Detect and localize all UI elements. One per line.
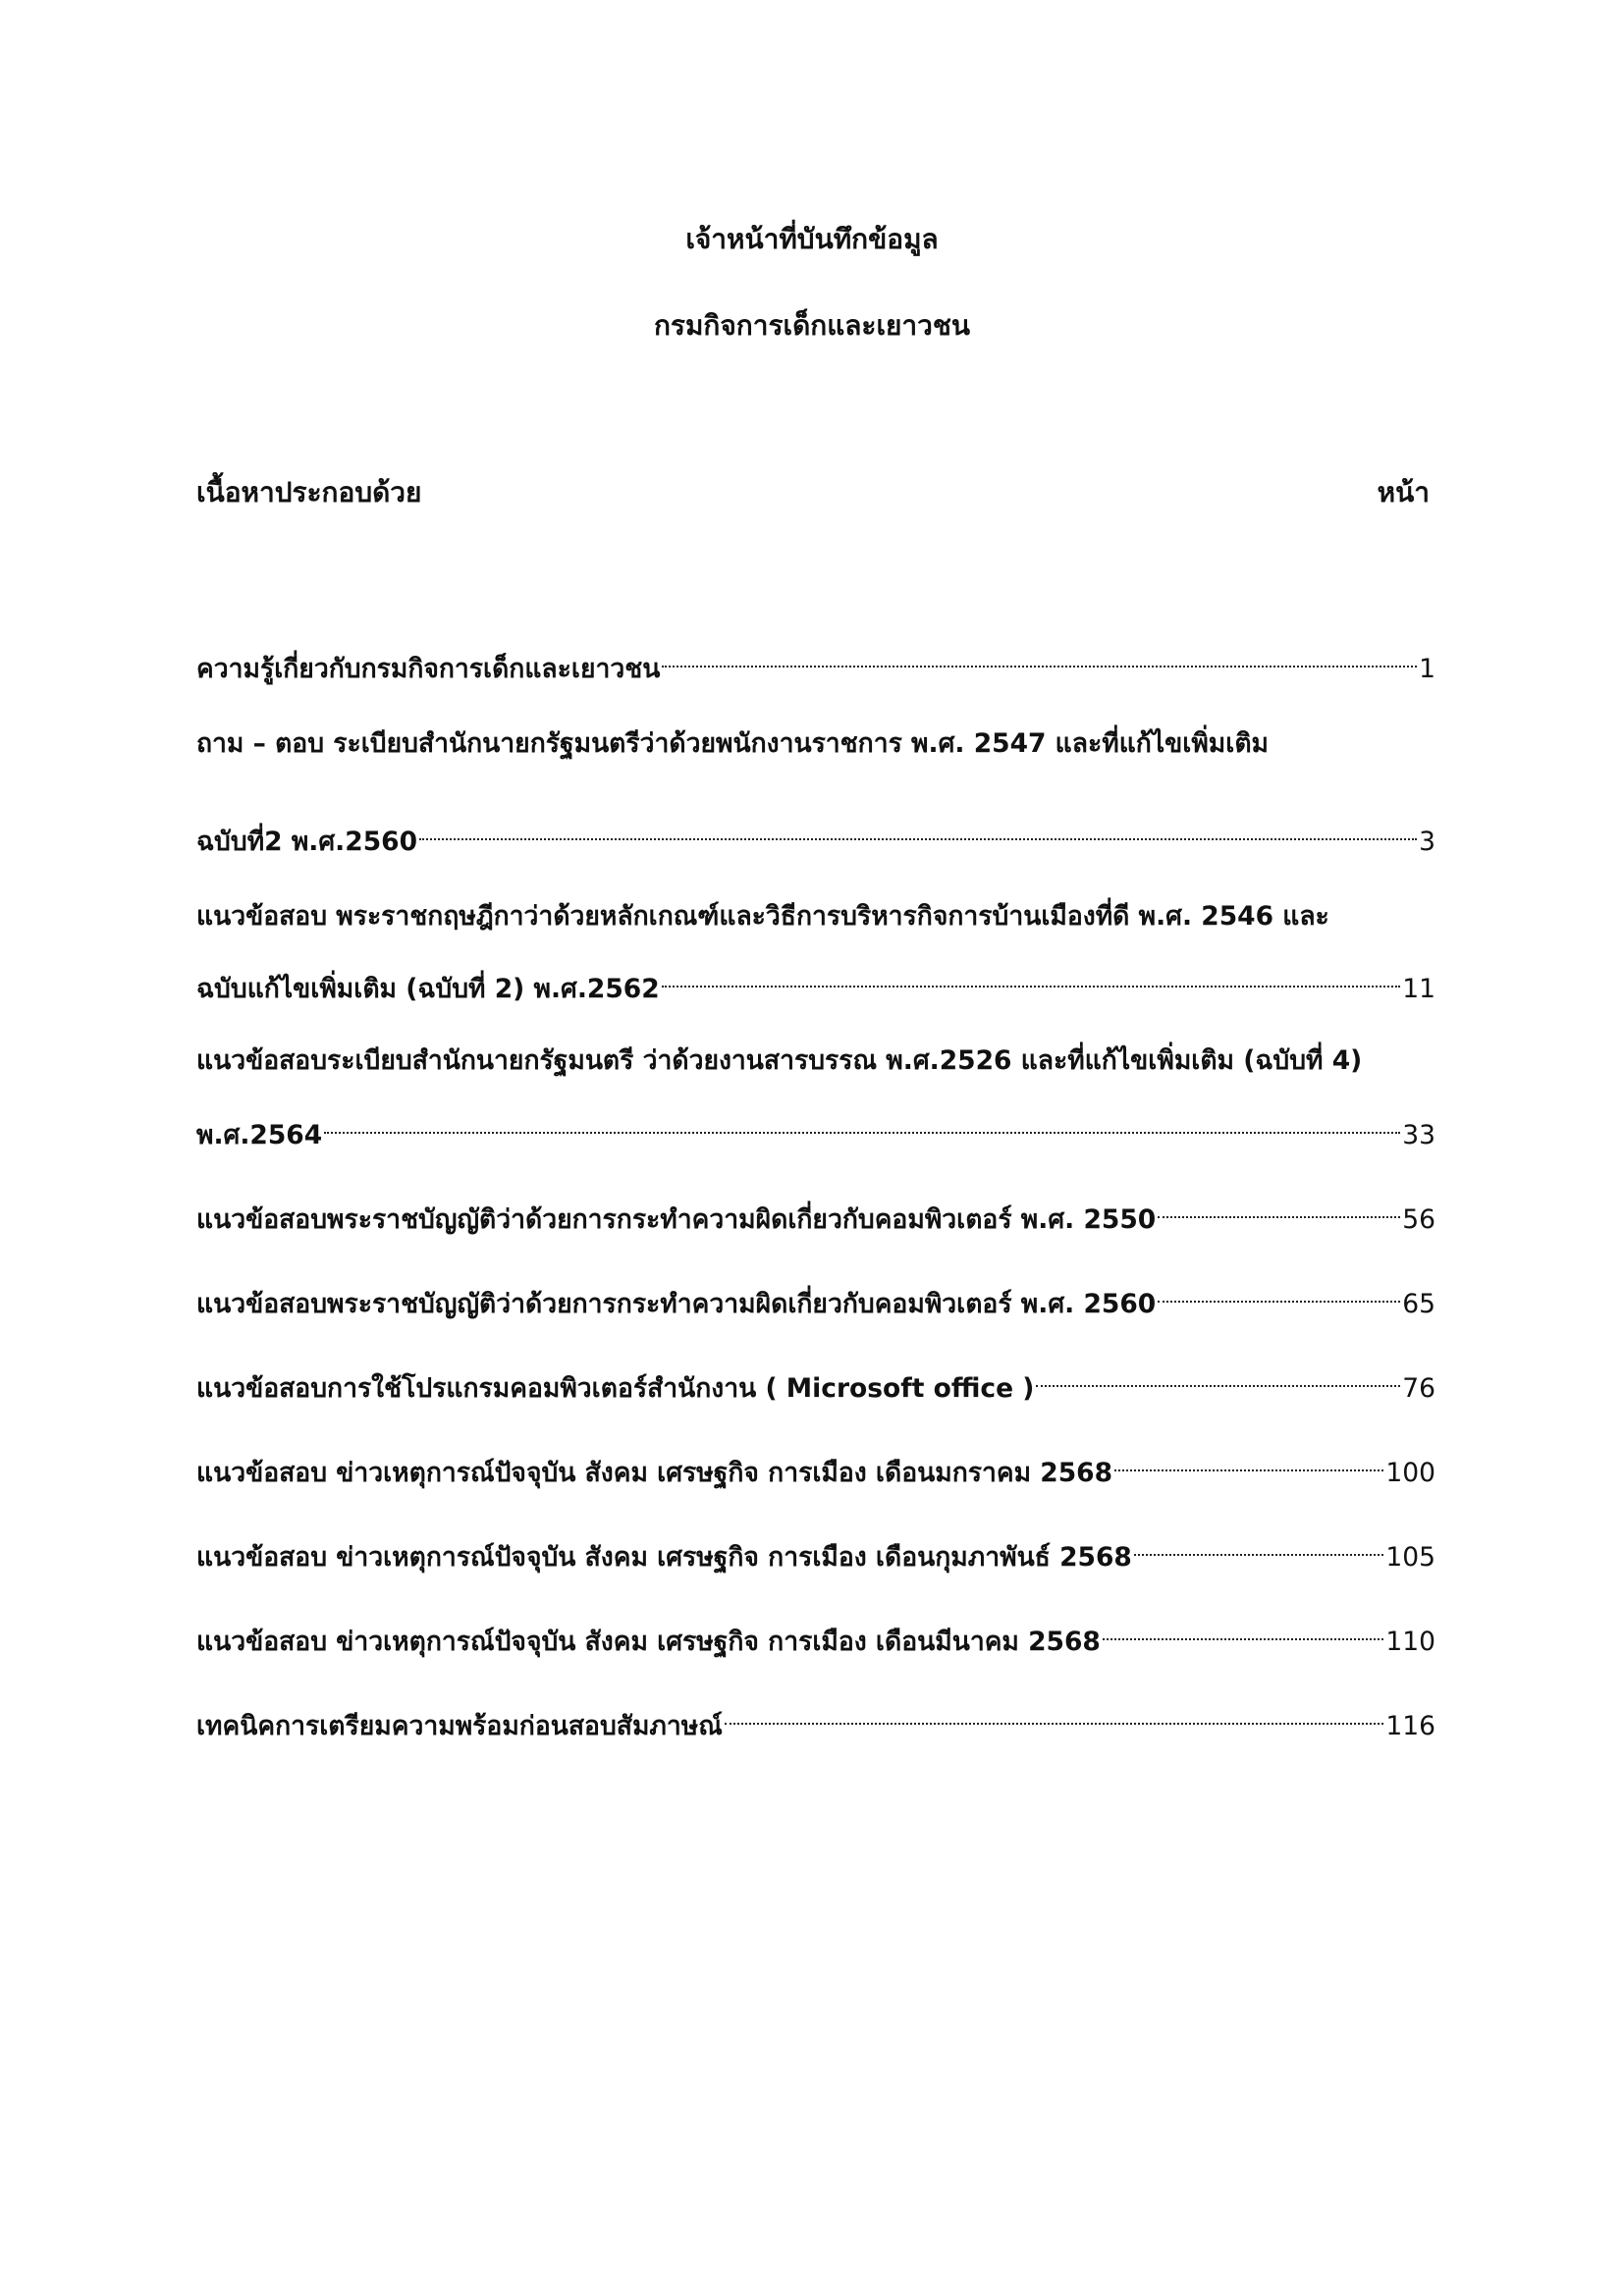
toc-header — [196, 473, 1430, 512]
dot-leader — [1103, 1611, 1384, 1650]
toc-entry-title-continued: พ.ศ.2564 — [196, 1120, 323, 1150]
dot-leader — [725, 1695, 1384, 1735]
dot-leader — [419, 811, 1417, 850]
toc-entry[interactable] — [196, 958, 1435, 1004]
toc-entry[interactable] — [196, 1273, 1435, 1319]
toc-entry[interactable] — [196, 1189, 1435, 1235]
toc-entry-title: แนวข้อสอบ พระราชกฤษฎีกาว่าด้วยหลักเกณฑ์และวิธีการบริหารกิจการบ้านเมืองที่ดี พ.ศ. 2546 และ — [196, 901, 1329, 932]
toc-entry-page: 1 — [1419, 654, 1435, 684]
toc-entry-page: 56 — [1402, 1204, 1435, 1235]
toc-entry[interactable] — [196, 811, 1435, 857]
toc-entry-title: แนวข้อสอบระเบียบสำนักนายกรัฐมนตรี ว่าด้วยงานสารบรรณ พ.ศ.2526 และที่แก้ไขเพิ่มเติม (ฉบับที่ 4) — [196, 1045, 1363, 1076]
toc-entry-title-continued: ฉบับแก้ไขเพิ่มเติม (ฉบับที่ 2) พ.ศ.2562 — [196, 974, 660, 1004]
dot-leader — [1114, 1442, 1383, 1481]
dot-leader — [1158, 1273, 1400, 1312]
toc-entry-title: แนวข้อสอบ ข่าวเหตุการณ์ปัจจุบัน สังคม เศรษฐกิจ การเมือง เดือนมีนาคม 2568 — [196, 1627, 1101, 1657]
toc-entry-page: 11 — [1402, 974, 1435, 1004]
toc-entry-title: ถาม – ตอบ ระเบียบสำนักนายกรัฐมนตรีว่าด้วยพนักงานราชการ พ.ศ. 2547 และที่แก้ไขเพิ่มเติม — [196, 728, 1269, 759]
toc-entry-page: 33 — [1402, 1120, 1435, 1150]
toc-entry-title: แนวข้อสอบ ข่าวเหตุการณ์ปัจจุบัน สังคม เศรษฐกิจ การเมือง เดือนมกราคม 2568 — [196, 1458, 1113, 1488]
dot-leader — [662, 638, 1417, 677]
dot-leader — [324, 1104, 1400, 1144]
toc-entry-page: 3 — [1419, 827, 1435, 857]
toc-entry-page: 65 — [1402, 1289, 1435, 1319]
document-subtitle: กรมกิจการเด็กและเยาวชน — [653, 309, 971, 342]
toc-entry-first-line[interactable] — [196, 897, 1435, 936]
dot-leader — [1158, 1189, 1400, 1228]
toc-entry-page: 110 — [1385, 1627, 1435, 1657]
toc-entry-title: แนวข้อสอบพระราชบัญญัติว่าด้วยการกระทำความผิดเกี่ยวกับคอมพิวเตอร์ พ.ศ. 2550 — [196, 1204, 1157, 1235]
toc-entry-title: เทคนิคการเตรียมความพร้อมก่อนสอบสัมภาษณ์ — [196, 1711, 723, 1741]
toc-header-page: หน้า — [1377, 476, 1430, 508]
toc-entry-first-line[interactable] — [196, 724, 1435, 764]
toc-entry-title: ความรู้เกี่ยวกับกรมกิจการเด็กและเยาวชน — [196, 654, 661, 684]
toc-entry-title: แนวข้อสอบ ข่าวเหตุการณ์ปัจจุบัน สังคม เศรษฐกิจ การเมือง เดือนกุมภาพันธ์ 2568 — [196, 1542, 1132, 1573]
document-title: เจ้าหน้าที่บันทึกข้อมูล — [685, 223, 939, 255]
toc-entry[interactable] — [196, 1526, 1435, 1573]
toc-entry-title: แนวข้อสอบการใช้โปรแกรมคอมพิวเตอร์สำนักงาน ( Microsoft office ) — [196, 1373, 1035, 1404]
toc-entry-title-continued: ฉบับที่2 พ.ศ.2560 — [196, 827, 418, 857]
toc-header-contents: เนื้อหาประกอบด้วย — [196, 476, 422, 508]
toc-entry[interactable] — [196, 1695, 1435, 1741]
toc-entry-first-line[interactable] — [196, 1041, 1435, 1081]
toc-entry[interactable] — [196, 1442, 1435, 1488]
dot-leader — [1134, 1526, 1384, 1566]
toc-entry[interactable] — [196, 1104, 1435, 1150]
toc-entry[interactable] — [196, 638, 1435, 684]
dot-leader — [1036, 1358, 1400, 1397]
toc-entry-page: 116 — [1385, 1711, 1435, 1741]
toc-entry-page: 100 — [1385, 1458, 1435, 1488]
toc-entry[interactable] — [196, 1611, 1435, 1657]
dot-leader — [662, 958, 1401, 997]
toc-entry-title: แนวข้อสอบพระราชบัญญัติว่าด้วยการกระทำความผิดเกี่ยวกับคอมพิวเตอร์ พ.ศ. 2560 — [196, 1289, 1157, 1319]
toc-entry-page: 105 — [1385, 1542, 1435, 1573]
toc-entry[interactable] — [196, 1358, 1435, 1404]
toc-entry-page: 76 — [1402, 1373, 1435, 1404]
